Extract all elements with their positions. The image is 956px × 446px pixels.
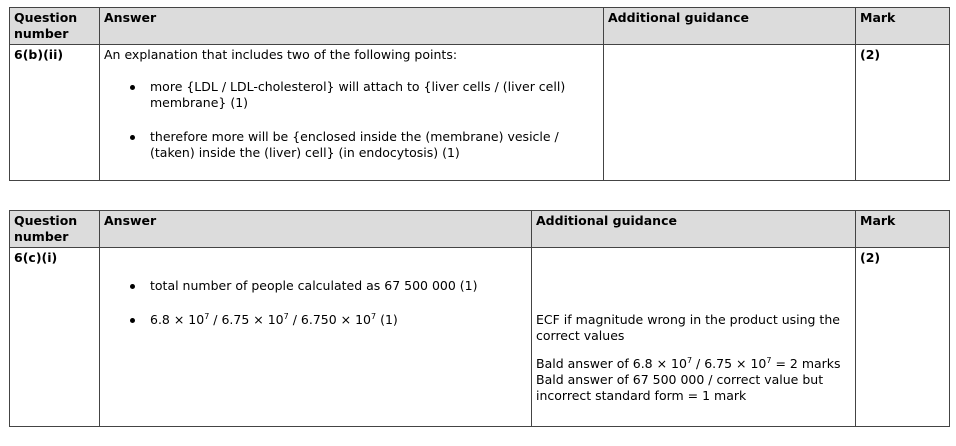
guidance-text: = 2 marks xyxy=(771,356,841,371)
mark-header: Mark xyxy=(856,8,950,45)
value-text: 6.8 × 10 xyxy=(150,312,205,327)
answer-point: total number of people calculated as 67 500 000 (1) xyxy=(150,278,527,294)
exponent: 7 xyxy=(283,311,289,321)
value-text: / 6.75 × 10 xyxy=(209,312,284,327)
question-number-header: Question number xyxy=(10,211,100,248)
value-text: (1) xyxy=(376,312,398,327)
answer-row xyxy=(10,248,950,427)
mark-value: (2) xyxy=(856,248,950,427)
answer-point xyxy=(150,312,527,328)
exponent: 7 xyxy=(686,355,693,365)
guidance-cell xyxy=(604,45,856,181)
answer-points xyxy=(104,79,599,161)
question-number: 6(c)(i) xyxy=(10,248,100,427)
guidance-bald-answer-1 xyxy=(536,356,851,372)
additional-guidance-header: Additional guidance xyxy=(532,211,856,248)
answer-intro: An explanation that includes two of the following points: xyxy=(104,47,458,62)
guidance-text: / 6.75 × 10 xyxy=(692,356,767,371)
header-row xyxy=(10,8,950,45)
exponent: 7 xyxy=(766,355,772,365)
mark-header: Mark xyxy=(856,211,950,248)
answer-cell xyxy=(100,248,532,427)
answer-row xyxy=(10,45,950,181)
mark-scheme-table-6bii xyxy=(9,7,950,181)
answer-header: Answer xyxy=(100,8,604,45)
answer-header: Answer xyxy=(100,211,532,248)
guidance-text: Bald answer of 6.8 × 10 xyxy=(536,356,687,371)
guidance-cell xyxy=(532,248,856,427)
answer-cell xyxy=(100,45,604,181)
guidance-bald-answer-2: Bald answer of 67 500 000 / correct value but incorrect standard form = 1 mark xyxy=(536,372,824,403)
answer-point: more {LDL / LDL-cholesterol} will attach to {liver cells / (liver cell) membrane} (1) xyxy=(150,79,599,111)
additional-guidance-header: Additional guidance xyxy=(604,8,856,45)
question-number: 6(b)(ii) xyxy=(10,45,100,181)
exponent: 7 xyxy=(204,311,210,321)
mark-value: (2) xyxy=(856,45,950,181)
answer-points xyxy=(104,278,527,328)
guidance-ecf: ECF if magnitude wrong in the product using the correct values xyxy=(536,312,840,343)
question-number-header: Question number xyxy=(10,8,100,45)
mark-scheme-table-6ci xyxy=(9,210,950,427)
exponent: 7 xyxy=(371,311,377,321)
answer-point: therefore more will be {enclosed inside the (membrane) vesicle / (taken) inside the (liver) cell} (in endocytosis) (1) xyxy=(150,129,599,161)
value-text: / 6.750 × 10 xyxy=(288,312,372,327)
header-row xyxy=(10,211,950,248)
